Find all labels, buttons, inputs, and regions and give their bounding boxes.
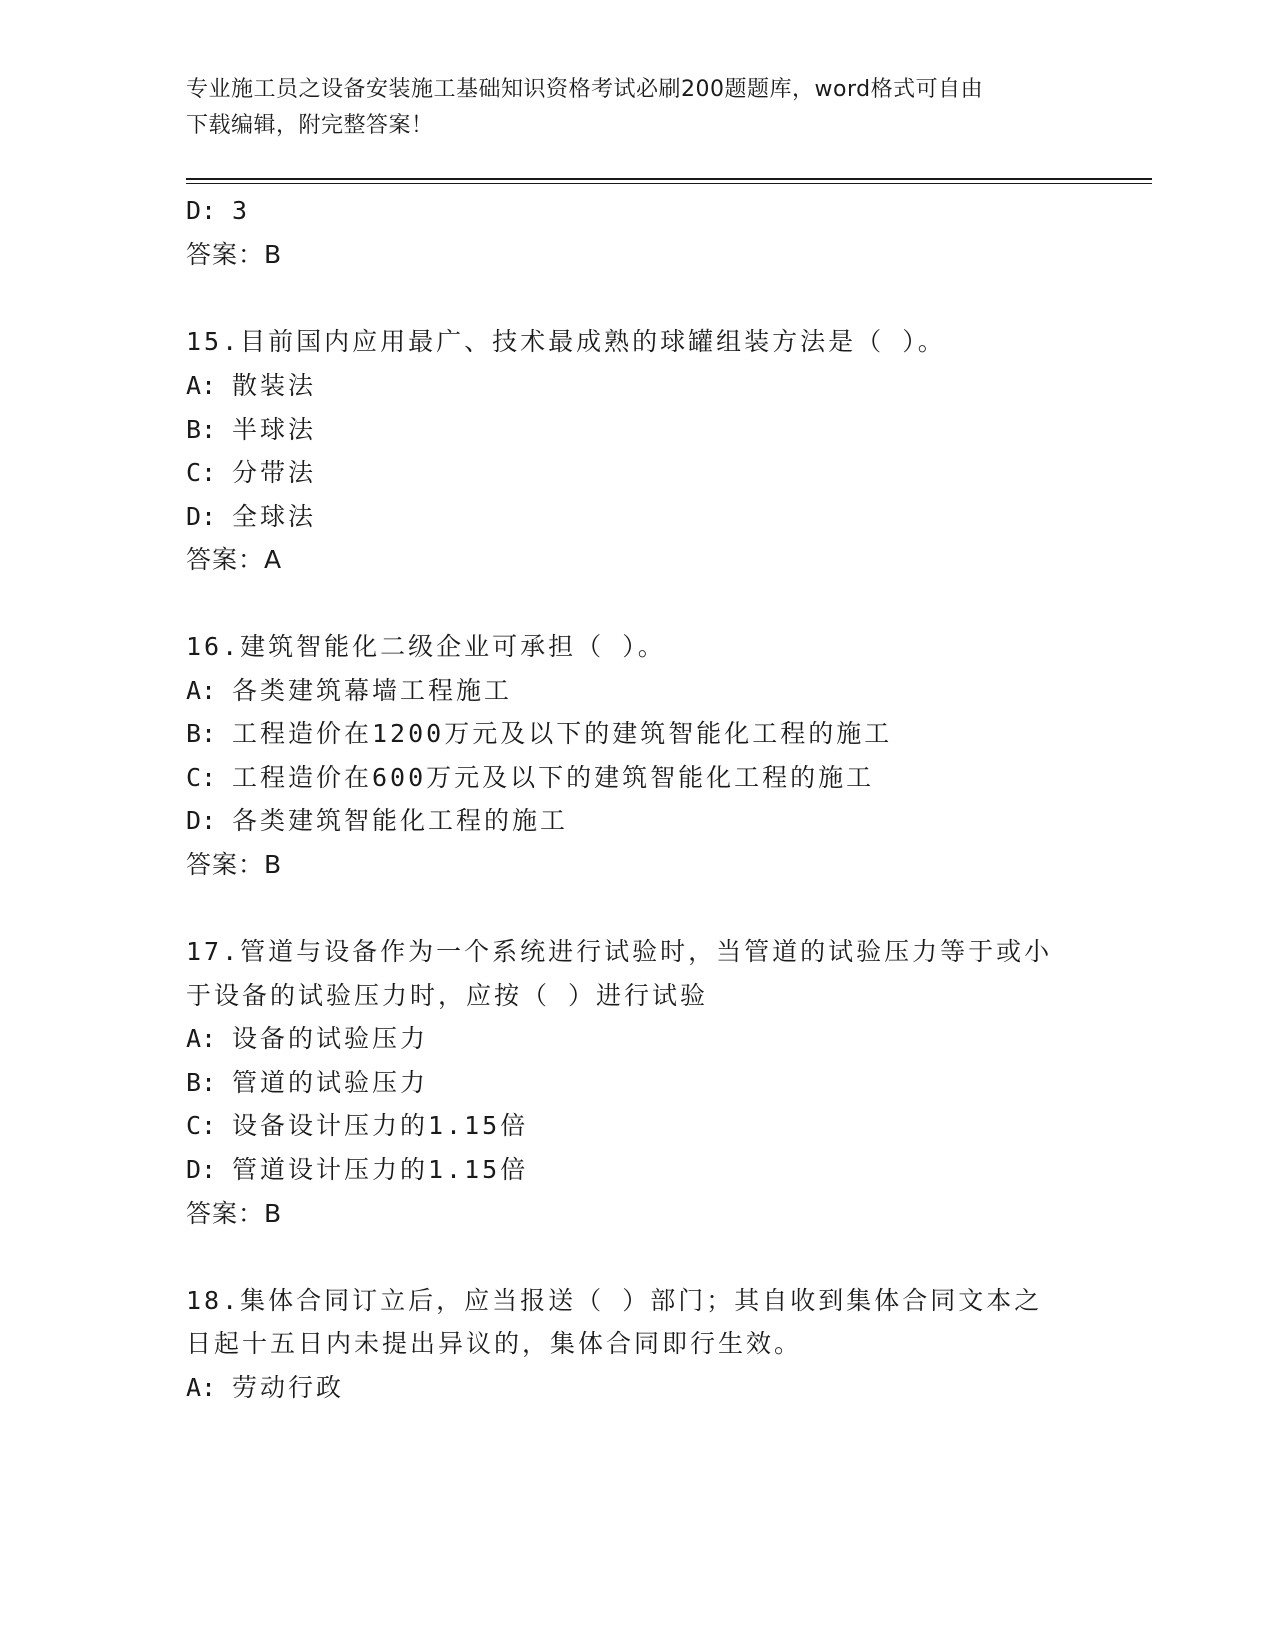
option-text: 设备设计压力的1.15倍 xyxy=(232,1111,529,1140)
option-text: 各类建筑智能化工程的施工 xyxy=(232,806,569,835)
option-text: 散装法 xyxy=(232,371,317,400)
option-text: 设备的试验压力 xyxy=(232,1024,429,1053)
q16-option-c xyxy=(186,760,874,796)
option-text: 分带法 xyxy=(232,458,317,487)
option-text: 全球法 xyxy=(232,502,317,531)
q17-option-c xyxy=(186,1108,528,1144)
q18-stem-line-1: 18.集体合同订立后，应当报送（ ）部门；其自收到集体合同文本之 xyxy=(186,1286,1043,1315)
option-label: A: xyxy=(186,371,217,400)
option-label: A: xyxy=(186,1373,217,1402)
q15-stem: 15.目前国内应用最广、技术最成熟的球罐组装方法是（ ）。 xyxy=(186,327,946,356)
header-divider-thin xyxy=(186,183,1152,184)
q18-stem-line-2: 日起十五日内未提出异议的，集体合同即行生效。 xyxy=(186,1329,803,1358)
q17-answer: 答案：B xyxy=(186,1199,283,1228)
header-title-line-1: 专业施工员之设备安装施工基础知识资格考试必刷200题题库，word格式可自由 xyxy=(186,77,984,102)
prev-answer: 答案：B xyxy=(186,240,283,269)
prev-option-d xyxy=(186,193,250,229)
option-label: D: xyxy=(186,806,217,835)
option-label: C: xyxy=(186,1111,217,1140)
option-label: A: xyxy=(186,1024,217,1053)
header-title-line-2: 下载编辑，附完整答案！ xyxy=(186,113,434,138)
header-divider-thick xyxy=(186,178,1152,180)
document-header xyxy=(186,72,1086,144)
option-label: B: xyxy=(186,1068,217,1097)
q17-stem-line-2: 于设备的试验压力时，应按（ ）进行试验 xyxy=(186,981,709,1010)
option-text: 管道设计压力的1.15倍 xyxy=(232,1155,529,1184)
option-text: 半球法 xyxy=(232,415,317,444)
q17-option-a xyxy=(186,1021,428,1057)
option-text: 3 xyxy=(232,196,251,225)
q15-option-a xyxy=(186,368,316,404)
option-label: B: xyxy=(186,415,217,444)
option-text: 工程造价在1200万元及以下的建筑智能化工程的施工 xyxy=(232,719,893,748)
q17-stem-line-1: 17.管道与设备作为一个系统进行试验时，当管道的试验压力等于或小 xyxy=(186,937,1053,966)
q17-option-d xyxy=(186,1152,528,1188)
q15-option-b xyxy=(186,412,316,448)
option-label: C: xyxy=(186,458,217,487)
option-label: D: xyxy=(186,502,217,531)
q16-option-a xyxy=(186,673,512,709)
q15-answer: 答案：A xyxy=(186,545,283,574)
q16-option-b xyxy=(186,716,892,752)
option-label: D: xyxy=(186,196,217,225)
option-label: C: xyxy=(186,763,217,792)
q16-answer: 答案：B xyxy=(186,850,283,879)
q16-option-d xyxy=(186,803,568,839)
option-text: 管道的试验压力 xyxy=(232,1068,429,1097)
option-label: B: xyxy=(186,719,217,748)
option-text: 各类建筑幕墙工程施工 xyxy=(232,676,513,705)
q15-option-c xyxy=(186,455,316,491)
option-label: D: xyxy=(186,1155,217,1184)
q16-stem: 16.建筑智能化二级企业可承担（ ）。 xyxy=(186,632,666,661)
option-label: A: xyxy=(186,676,217,705)
q18-option-a xyxy=(186,1370,344,1406)
option-text: 工程造价在600万元及以下的建筑智能化工程的施工 xyxy=(232,763,875,792)
option-text: 劳动行政 xyxy=(232,1373,345,1402)
q15-option-d xyxy=(186,499,316,535)
q17-option-b xyxy=(186,1065,428,1101)
